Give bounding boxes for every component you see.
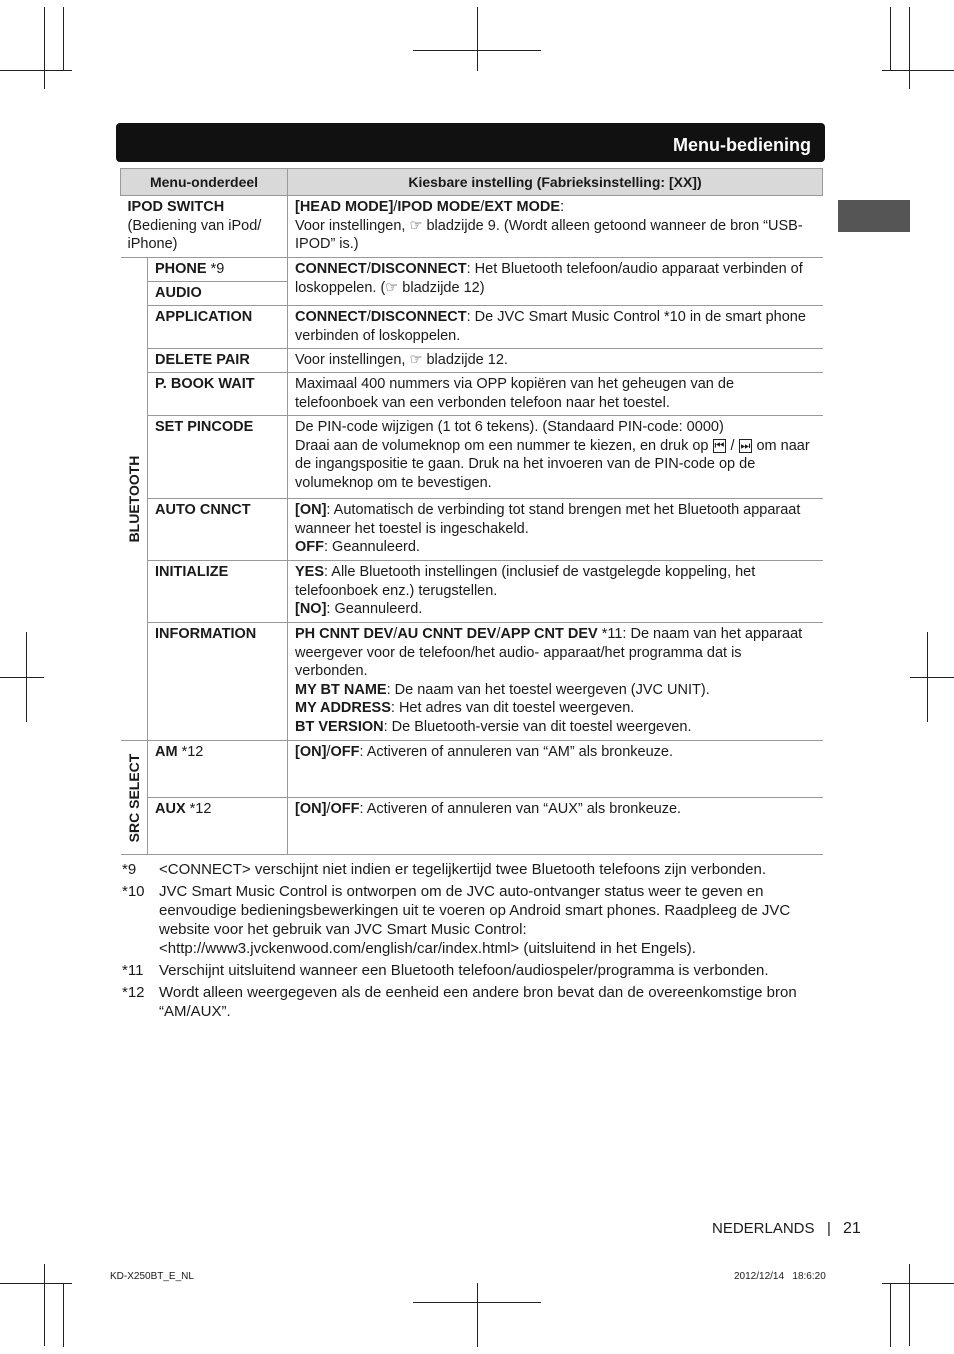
- option-label: OFF: [295, 539, 324, 555]
- crop-mark: [26, 632, 27, 722]
- setting-set-pincode: De PIN-code wijzigen (1 tot 6 tekens). (Standaard PIN-code: 0000) Draai aan de volumeknop om een nummer te kiezen, en druk op ⏮ / ⏭ om naar de ingangspositie te gaan. Druk na het invoeren van de PIN-code op de volumeknop om te bevestigen.: [288, 416, 823, 499]
- footnote-ref: *12: [177, 744, 204, 760]
- crop-mark: [0, 677, 44, 678]
- item-label: SET PINCODE: [155, 419, 254, 435]
- option-description: : De naam van het toestel weergeven (JVC UNIT).: [386, 681, 710, 698]
- footnote-key: *9: [122, 861, 137, 878]
- option-label: YES: [295, 564, 325, 580]
- footnote: [122, 860, 832, 879]
- column-header-item: Menu-onderdeel: [121, 169, 288, 196]
- option-description: Maximaal 400 nummers via OPP kopiëren van het geheugen van de telefoonboek van een verbonden telefoon naar het toestel.: [295, 376, 735, 411]
- item-label: AM: [155, 744, 178, 760]
- crop-mark: [927, 632, 928, 722]
- item-label: APPLICATION: [155, 309, 253, 325]
- item-pbook-wait: [148, 373, 288, 416]
- footnote-ref: *9: [206, 261, 225, 277]
- footnote-key: *11: [122, 962, 144, 979]
- crop-mark: [882, 1283, 954, 1284]
- option-label: [NO]: [295, 601, 327, 617]
- option-description: : Activeren of annuleren van “AUX” als bronkeuze.: [359, 801, 682, 817]
- setting-initialize: [288, 561, 823, 623]
- footnote-text: <CONNECT> verschijnt niet indien er tegelijkertijd twee Bluetooth telefoons zijn verbonden.: [159, 861, 766, 878]
- setting-am: [ON]/OFF: Activeren of annuleren van “AM” als bronkeuze.: [288, 741, 823, 798]
- item-label: P. BOOK WAIT: [155, 376, 255, 392]
- option-label: DISCONNECT: [370, 309, 467, 325]
- option-description: *11: De naam van het apparaat weergever voor de telefoon/het audio- apparaat/het programma dat is verbonden.: [295, 626, 803, 679]
- option-label: [ON]: [295, 502, 327, 518]
- item-label: PHONE: [155, 261, 207, 277]
- crop-mark: [44, 7, 45, 89]
- setting-aux: [ON]/OFF: Activeren of annuleren van “AUX” als bronkeuze.: [288, 798, 823, 855]
- table-row: [121, 373, 823, 416]
- option-label: [ON]: [295, 801, 327, 817]
- table-row: [121, 741, 823, 798]
- crop-mark: [63, 1283, 64, 1347]
- footnote-text: JVC Smart Music Control is ontworpen om de JVC auto-ontvanger status weer te geven en eenvoudige bedieningsbewerkingen uit te voeren op Android smart phones. Raadpleeg de JVC website voor het gebruik van JVC Smart Music Control: <http://www3.jvckenwood.com/english/car/index.html> (uitsluitend in het Engels).: [159, 883, 791, 957]
- footnotes: [122, 860, 832, 1024]
- side-tab-marker: [838, 200, 910, 232]
- group-label: BLUETOOTH: [125, 455, 142, 543]
- table-row: [121, 623, 823, 741]
- print-time: 18:6:20: [792, 1271, 826, 1282]
- option-description: : Geannuleerd.: [324, 539, 420, 555]
- item-delete-pair: [148, 349, 288, 373]
- crop-mark: [910, 677, 954, 678]
- table-row: [121, 196, 823, 258]
- item-label: AUDIO: [155, 285, 202, 301]
- footnote: [122, 961, 832, 980]
- item-aux: [148, 798, 288, 855]
- table-row: [121, 306, 823, 349]
- setting-ipod-switch: [HEAD MODE]/IPOD MODE/EXT MODE: Voor instellingen, ☞ bladzijde 9. (Wordt alleen getoond wanneer de bron “USB-IPOD” is.): [288, 196, 823, 258]
- option-description: : Het Bluetooth telefoon/audio apparaat verbinden of loskoppelen. (☞ bladzijde 12): [295, 261, 803, 296]
- item-label: AUX: [155, 801, 186, 817]
- option-description: : Automatisch de verbinding tot stand brengen met het Bluetooth apparaat wanneer het toestel is ingeschakeld.: [295, 502, 801, 537]
- table-row: [121, 349, 823, 373]
- group-src-select: [121, 741, 148, 855]
- item-am: [148, 741, 288, 798]
- footnote: [122, 882, 832, 958]
- option-label: DISCONNECT: [370, 261, 467, 277]
- option-label: [HEAD MODE]: [295, 199, 394, 215]
- option-label: APP CNT DEV: [500, 626, 598, 642]
- item-label: DELETE PAIR: [155, 352, 250, 368]
- footnote-key: *12: [122, 984, 145, 1001]
- crop-mark: [882, 70, 954, 71]
- option-label: AU CNNT DEV: [397, 626, 497, 642]
- item-label: INFORMATION: [155, 626, 257, 642]
- page-number: 21: [843, 1220, 861, 1237]
- skip-back-icon: ⏮: [714, 439, 725, 452]
- footnote-text: Wordt alleen weergegeven als de eenheid een andere bron bevat dan de overeenkomstige bron “AM/AUX”.: [159, 984, 797, 1020]
- option-label: EXT MODE: [484, 199, 561, 215]
- setting-pbook-wait: [288, 373, 823, 416]
- option-label: [ON]: [295, 744, 327, 760]
- section-header: [116, 123, 825, 162]
- crop-mark: [890, 7, 891, 71]
- crop-mark: [909, 7, 910, 89]
- item-auto-cnnct: [148, 499, 288, 561]
- page-separator: |: [827, 1220, 831, 1237]
- footnote-ref: *12: [185, 801, 212, 817]
- table-header-row: [121, 169, 823, 196]
- option-description: : Activeren of annuleren van “AM” als bronkeuze.: [359, 744, 673, 760]
- item-phone: [148, 258, 288, 282]
- crop-mark: [477, 1283, 478, 1347]
- page-language: NEDERLANDS: [712, 1220, 815, 1237]
- doc-id: KD-X250BT_E_NL: [110, 1271, 194, 1282]
- group-bluetooth: [121, 258, 148, 741]
- option-label: MY ADDRESS: [295, 700, 391, 716]
- item-information: [148, 623, 288, 741]
- option-description: Voor instellingen, ☞ bladzijde 9. (Wordt alleen getoond wanneer de bron “USB-IPOD” is.): [295, 217, 803, 252]
- option-description: : Alle Bluetooth instellingen (inclusief de vastgelegde koppeling, het telefoonboek enz.) terugstellen.: [295, 564, 756, 599]
- group-label: SRC SELECT: [125, 753, 142, 842]
- item-sublabel: (Bediening van iPod/ iPhone): [127, 217, 262, 252]
- crop-mark: [909, 1264, 910, 1346]
- crop-mark: [63, 7, 64, 71]
- option-description: Voor instellingen, ☞ bladzijde 12.: [295, 352, 508, 368]
- option-label: OFF: [330, 801, 360, 817]
- item-label: INITIALIZE: [155, 564, 229, 580]
- setting-phone-audio: CONNECT/DISCONNECT: Het Bluetooth telefoon/audio apparaat verbinden of loskoppelen. (☞ bladzijde 12): [288, 258, 823, 306]
- crop-mark: [477, 7, 478, 71]
- table-row: [121, 416, 823, 499]
- print-date: 2012/12/14: [734, 1271, 785, 1282]
- crop-mark: [0, 70, 72, 71]
- footnote: [122, 983, 832, 1021]
- table-row: [121, 798, 823, 855]
- column-header-setting: Kiesbare instelling (Fabrieksinstelling: [XX]): [288, 169, 823, 196]
- option-label: MY BT NAME: [295, 681, 387, 698]
- option-label: PH CNNT DEV: [295, 626, 394, 642]
- section-title: Menu-bediening: [673, 135, 811, 155]
- option-description: Draai aan de volumeknop om een nummer te kiezen, en druk op: [295, 437, 709, 454]
- setting-information: PH CNNT DEV/AU CNNT DEV/APP CNT DEV *11: De naam van het apparaat weergever voor de telefoon/het audio- apparaat/het programma dat is verbonden. MY BT NAME: De naam van het toestel weergeven (JVC UNIT). MY ADDRESS: Het adres van dit toestel weergeven. BT VERSION: De Bluetooth-versie van dit toestel weergeven.: [288, 623, 823, 741]
- option-label: OFF: [330, 744, 360, 760]
- item-label: IPOD SWITCH: [127, 199, 225, 215]
- option-description: : Geannuleerd.: [326, 601, 423, 617]
- item-initialize: [148, 561, 288, 623]
- item-set-pincode: [148, 416, 288, 499]
- crop-mark: [44, 1264, 45, 1346]
- option-label: IPOD MODE: [397, 199, 481, 215]
- menu-table: [120, 168, 823, 855]
- table-row: [121, 258, 823, 282]
- crop-mark: [890, 1283, 891, 1347]
- option-label: CONNECT: [295, 261, 367, 277]
- item-ipod-switch: [121, 196, 288, 258]
- table-row: [121, 561, 823, 623]
- item-application: [148, 306, 288, 349]
- option-description: De PIN-code wijzigen (1 tot 6 tekens). (Standaard PIN-code: 0000): [295, 419, 724, 435]
- option-description: om naar de ingangspositie te gaan. Druk na het invoeren van de PIN-code op de volumeknop om te bevestigen.: [295, 437, 810, 491]
- option-label: CONNECT: [295, 309, 367, 325]
- footnote-key: *10: [122, 883, 145, 900]
- option-description: : De Bluetooth-versie van dit toestel weergeven.: [383, 718, 692, 735]
- setting-application: CONNECT/DISCONNECT: De JVC Smart Music Control *10 in de smart phone verbinden of loskoppelen.: [288, 306, 823, 349]
- footnote-text: Verschijnt uitsluitend wanneer een Bluetooth telefoon/audiospeler/programma is verbonden.: [159, 962, 769, 979]
- option-label: BT VERSION: [295, 718, 384, 735]
- option-description: : Het adres van dit toestel weergeven.: [390, 700, 635, 716]
- setting-delete-pair: [288, 349, 823, 373]
- table-row: [121, 499, 823, 561]
- crop-mark: [0, 1283, 72, 1284]
- print-timestamp: [734, 1271, 826, 1282]
- setting-auto-cnnct: [288, 499, 823, 561]
- item-label: AUTO CNNCT: [155, 502, 251, 518]
- skip-forward-icon: ⏭: [740, 439, 751, 452]
- item-audio: [148, 282, 288, 306]
- option-description: : De JVC Smart Music Control *10 in de smart phone verbinden of loskoppelen.: [295, 309, 806, 344]
